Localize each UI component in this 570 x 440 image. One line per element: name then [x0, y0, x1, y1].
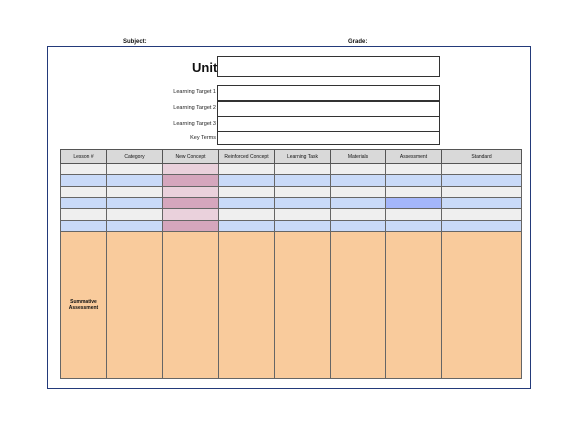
table-cell[interactable] — [107, 197, 163, 208]
table-cell[interactable] — [163, 209, 219, 220]
table-row — [61, 186, 522, 197]
table-cell[interactable] — [442, 175, 522, 186]
table-cell[interactable] — [163, 164, 219, 175]
table-row — [61, 220, 522, 231]
unit-field[interactable] — [217, 56, 440, 77]
column-header-new-concept: New Concept — [163, 150, 219, 164]
grade-label: Grade: — [348, 39, 368, 45]
table-cell[interactable] — [331, 186, 386, 197]
key-terms-field[interactable] — [217, 131, 440, 145]
table-row — [61, 164, 522, 175]
learning-target-2-field[interactable] — [217, 101, 440, 117]
table-cell[interactable] — [442, 220, 522, 231]
table-cell[interactable] — [61, 186, 107, 197]
table-cell[interactable] — [163, 186, 219, 197]
learning-target-3-label: Learning Target 3 — [173, 121, 216, 127]
table-cell[interactable] — [219, 175, 275, 186]
table-cell[interactable] — [163, 175, 219, 186]
table-cell[interactable] — [219, 197, 275, 208]
table-cell[interactable] — [331, 197, 386, 208]
table-row — [61, 175, 522, 186]
table-cell[interactable] — [107, 175, 163, 186]
lesson-plan-table — [60, 149, 522, 379]
table-cell[interactable] — [275, 186, 331, 197]
table-cell[interactable] — [331, 175, 386, 186]
summative-row — [61, 231, 522, 378]
table-cell[interactable] — [61, 197, 107, 208]
table-cell[interactable] — [219, 164, 275, 175]
table-cell[interactable] — [442, 209, 522, 220]
column-header-materials: Materials — [331, 150, 386, 164]
table-cell[interactable] — [386, 209, 442, 220]
learning-target-2-label: Learning Target 2 — [173, 105, 216, 111]
table-cell[interactable] — [107, 186, 163, 197]
table-cell[interactable] — [331, 164, 386, 175]
subject-label: Subject: — [123, 39, 147, 45]
table-cell[interactable] — [107, 220, 163, 231]
table-cell[interactable] — [163, 231, 219, 378]
table-header-row — [61, 150, 522, 164]
table-cell[interactable] — [331, 231, 386, 378]
table-cell[interactable] — [386, 175, 442, 186]
learning-target-1-field[interactable] — [217, 85, 440, 101]
column-header-category: Category — [107, 150, 163, 164]
table-cell[interactable] — [61, 220, 107, 231]
table-cell[interactable] — [275, 175, 331, 186]
table-cell[interactable] — [442, 197, 522, 208]
table-cell[interactable] — [386, 186, 442, 197]
table-cell[interactable] — [61, 175, 107, 186]
column-header-assessment: Assessment — [386, 150, 442, 164]
table-cell[interactable] — [107, 209, 163, 220]
table-row — [61, 209, 522, 220]
table-cell[interactable] — [386, 220, 442, 231]
summative-label: Summative Assessment — [68, 298, 99, 311]
summative-label-cell — [61, 231, 107, 378]
selected-cell[interactable] — [386, 197, 442, 208]
table-cell[interactable] — [219, 186, 275, 197]
column-header-lesson: Lesson # — [61, 150, 107, 164]
table-cell[interactable] — [107, 231, 163, 378]
column-header-learning-task: Learning Task — [275, 150, 331, 164]
table-cell[interactable] — [275, 231, 331, 378]
table-cell[interactable] — [442, 186, 522, 197]
table-cell[interactable] — [219, 231, 275, 378]
table-cell[interactable] — [275, 197, 331, 208]
table-cell[interactable] — [163, 220, 219, 231]
table-cell[interactable] — [386, 164, 442, 175]
table-cell[interactable] — [331, 220, 386, 231]
table-cell[interactable] — [275, 209, 331, 220]
table-cell[interactable] — [107, 164, 163, 175]
table-cell[interactable] — [331, 209, 386, 220]
table-cell[interactable] — [442, 164, 522, 175]
table-cell[interactable] — [275, 164, 331, 175]
column-header-reinforced-concept: Reinforced Concept — [219, 150, 275, 164]
unit-label: Unit — [192, 60, 218, 75]
learning-target-1-label: Learning Target 1 — [173, 89, 216, 95]
table-row — [61, 197, 522, 208]
learning-target-3-field[interactable] — [217, 116, 440, 132]
table-cell[interactable] — [219, 209, 275, 220]
table-cell[interactable] — [275, 220, 331, 231]
column-header-standard: Standard — [442, 150, 522, 164]
table-cell[interactable] — [442, 231, 522, 378]
table-cell[interactable] — [163, 197, 219, 208]
table-cell[interactable] — [61, 164, 107, 175]
table-cell[interactable] — [61, 209, 107, 220]
table-cell[interactable] — [386, 231, 442, 378]
table-cell[interactable] — [219, 220, 275, 231]
key-terms-label: Key Terms — [190, 135, 216, 141]
